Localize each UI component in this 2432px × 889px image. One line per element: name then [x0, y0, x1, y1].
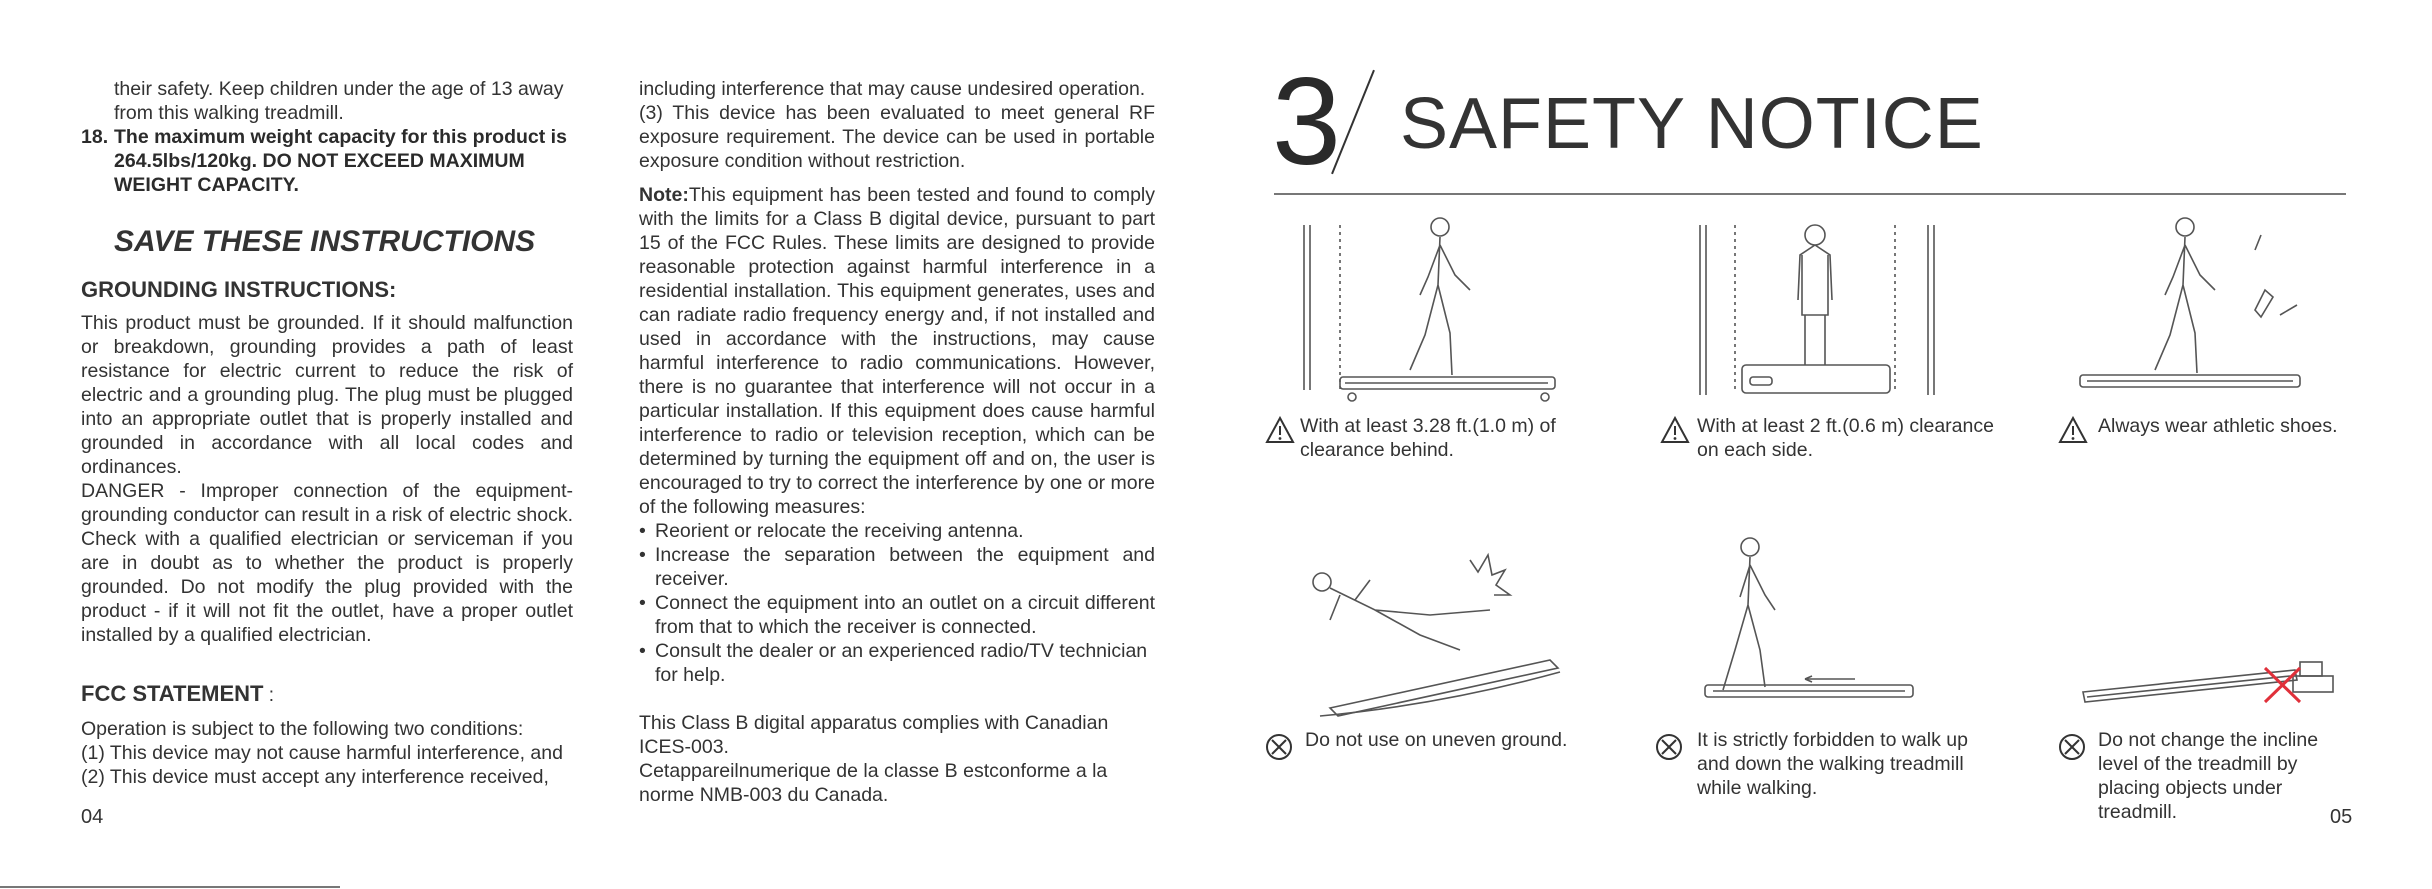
note-label: Note:: [639, 184, 689, 206]
caption-uneven-ground: Do not use on uneven ground.: [1305, 729, 1568, 751]
left-column: [81, 77, 573, 789]
note-paragraph: [639, 183, 1155, 519]
item-18: [81, 125, 573, 197]
section-title: SAFETY NOTICE: [1400, 84, 1984, 164]
athletic-shoes-illustration: [2075, 215, 2345, 410]
caption-incline-objects: Do not change the incline level of the treadmill by placing objects under treadmill.: [2098, 729, 2319, 823]
canada-paragraph-2: Cetappareilnumerique de la classe B estconforme a la norme NMB-003 du Canada.: [639, 760, 1108, 806]
prohibited-circle-icon: [1655, 733, 1683, 761]
clearance-behind-illustration: [1290, 215, 1580, 410]
fcc-heading-text: FCC STATEMENT: [81, 681, 264, 706]
bullet-text: Connect the equipment into an outlet on a circuit different from that to which the receiver is connected.: [655, 592, 1155, 638]
section-number: 3: [1272, 53, 1341, 191]
bullet-text: Consult the dealer or an experienced radio/TV technician for help.: [655, 640, 1148, 686]
uneven-ground-illustration: [1300, 540, 1600, 720]
fcc-heading-colon: :: [263, 685, 275, 706]
fcc-paragraph-1: Operation is subject to the following two conditions:: [81, 718, 524, 740]
caption-step-off: It is strictly forbidden to walk up and down the walking treadmill while walking.: [1697, 729, 1968, 799]
canada-paragraph-1: This Class B digital apparatus complies with Canadian ICES-003.: [639, 712, 1109, 758]
bullet-item: • Increase the separation between the equipment and receiver.: [639, 544, 1155, 590]
incline-objects-illustration: [2075, 640, 2350, 720]
fcc-heading: [81, 681, 573, 709]
grounding-paragraph-2: DANGER - Improper connection of the equipment-grounding conductor can result in a risk of electric shock. Check with a qualified electrician or serviceman if you are in doubt as to whether the product is properly grounded. Do not modify the plug provided with the product - if it will not fit the outlet, have a proper outlet installed by a qualified electrician.: [81, 480, 573, 646]
grounding-paragraph-1: This product must be grounded. If it should malfunction or breakdown, grounding provides a path of least resistance for electric current to reduce the risk of electric and a grounding plug. The plug must be plugged into an appropriate outlet that is properly installed and grounded in accordance with all local codes and ordinances.: [81, 312, 573, 478]
page-number-right: 05: [2330, 806, 2353, 828]
fcc-paragraph-3: (2) This device must accept any interference received,: [81, 766, 549, 788]
bullet-text: Increase the separation between the equipment and receiver.: [655, 544, 1155, 590]
bullet-text: Reorient or relocate the receiving antenna.: [655, 520, 1024, 542]
prohibited-circle-icon: [1265, 733, 1293, 761]
warning-triangle-icon: [1660, 416, 1690, 444]
rf-exposure-paragraph: (3) This device has been evaluated to meet general RF exposure requirement. The device can be used in portable exposure condition without restriction.: [639, 102, 1155, 172]
prohibited-circle-icon: [2058, 733, 2086, 761]
item-18-number: 18.: [81, 126, 109, 148]
item-18-text: The maximum weight capacity for this product is 264.5lbs/120kg. DO NOT EXCEED MAXIMUM WEIGHT CAPACITY.: [114, 126, 567, 196]
note-text: This equipment has been tested and found to comply with the limits for a Class B digital device, pursuant to part 15 of the FCC Rules. These limits are designed to provide reasonable protection against harmful interference in a residential installation. This equipment generates, uses and can radiate radio frequency energy and, if not installed and used in accordance with the instructions, may cause harmful interference to radio communications. However, there is no guarantee that interference will not occur in a particular installation. If this equipment does cause harmful interference to radio or television reception, which can be determined by turning the equipment off and on, the user is encouraged to try to correct the interference by one or more of the following measures:: [639, 184, 1155, 518]
grounding-heading: GROUNDING INSTRUCTIONS:: [81, 277, 397, 302]
continued-text-line1: their safety. Keep children under the age of 13 away: [114, 78, 564, 100]
fcc-paragraph-2: (1) This device may not cause harmful interference, and: [81, 742, 563, 764]
footer-rule: [0, 886, 340, 888]
fcc-paragraph-continued: including interference that may cause undesired operation.: [639, 78, 1146, 100]
caption-side-clearance: With at least 2 ft.(0.6 m) clearance on each side.: [1697, 415, 1994, 461]
bullet-item: • Reorient or relocate the receiving antenna.: [639, 520, 1024, 542]
caption-athletic-shoes: Always wear athletic shoes.: [2098, 415, 2338, 437]
middle-column: [639, 77, 1155, 807]
bullet-item: • Connect the equipment into an outlet on a circuit different from that to which the receiver is connected.: [639, 592, 1155, 638]
page-number-left: 04: [81, 806, 104, 828]
side-clearance-illustration: [1690, 215, 1960, 410]
warning-triangle-icon: [1265, 416, 1295, 444]
save-instructions-heading: SAVE THESE INSTRUCTIONS: [114, 225, 536, 258]
continued-text-line2: from this walking treadmill.: [114, 102, 344, 124]
step-off-illustration: [1675, 535, 1925, 715]
bullet-item: • Consult the dealer or an experienced radio/TV technician for help.: [639, 640, 1148, 686]
caption-clearance-behind: With at least 3.28 ft.(1.0 m) of clearance behind.: [1300, 415, 1556, 461]
title-rule: [1274, 193, 2346, 195]
warning-triangle-icon: [2058, 416, 2088, 444]
